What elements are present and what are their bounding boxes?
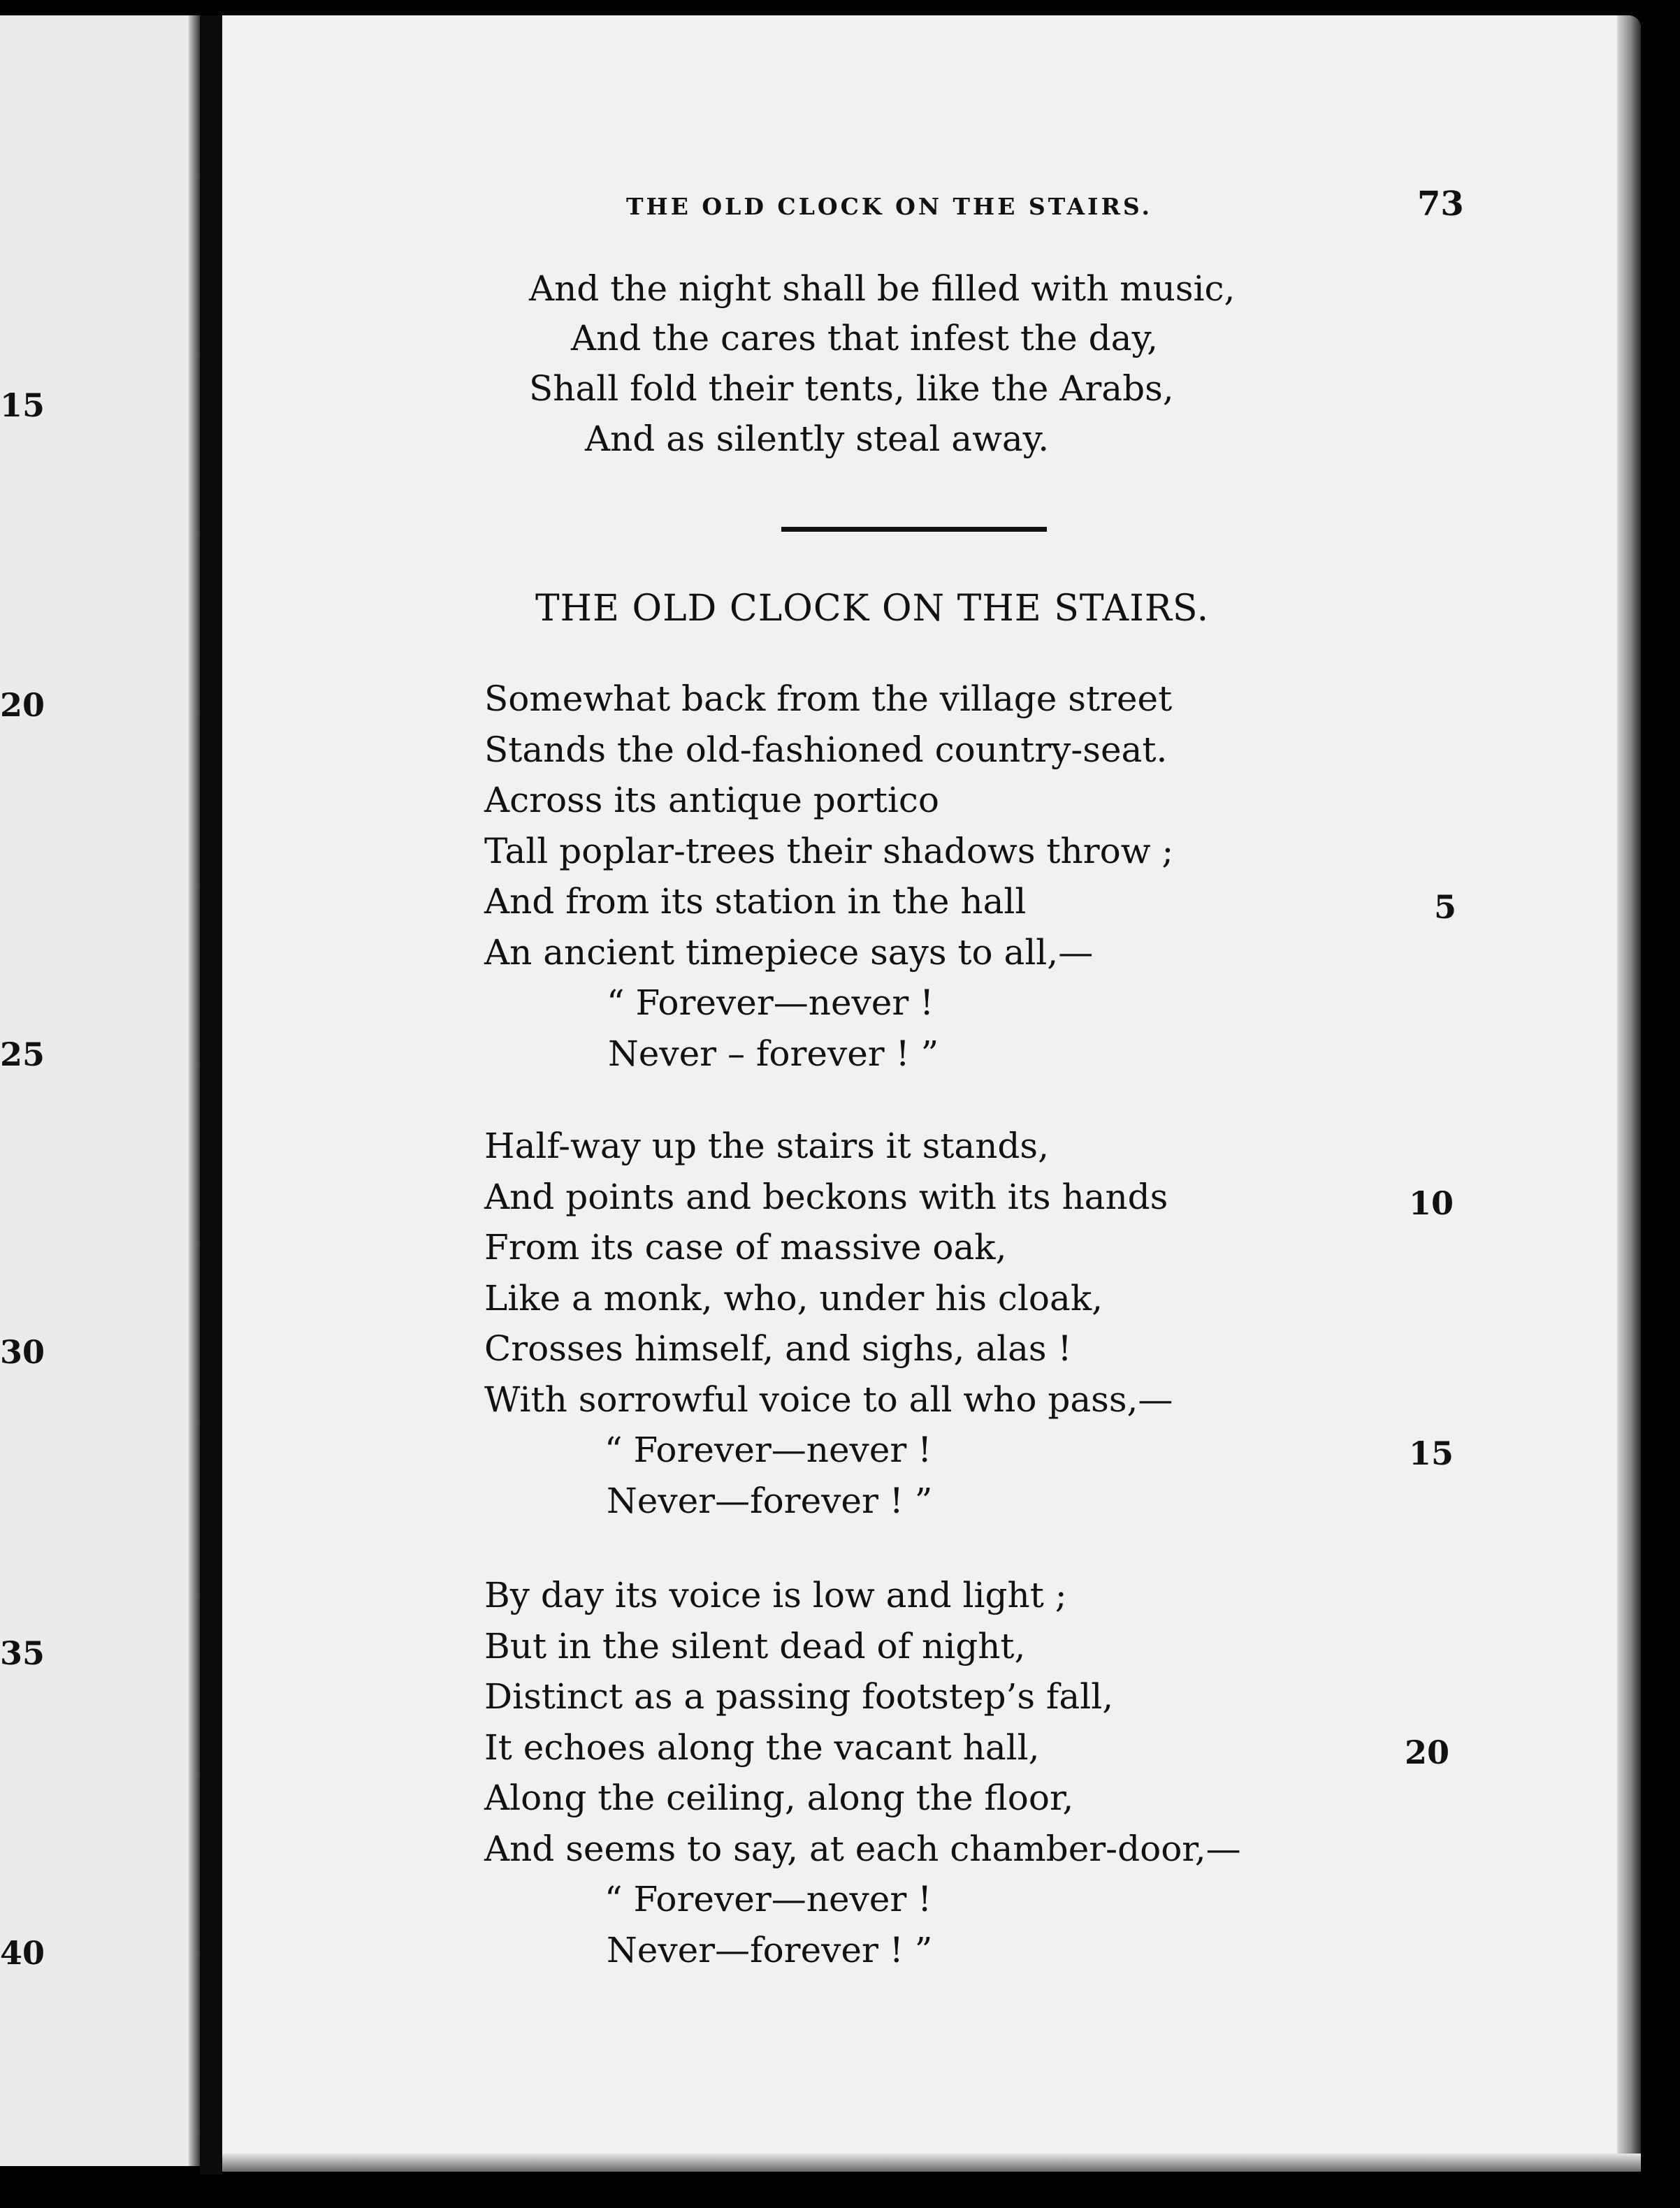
verse-line: And from its station in the hall — [484, 881, 1027, 922]
refrain-line: Never—forever ! ” — [607, 1929, 933, 1970]
left-line-number: 15 — [0, 386, 45, 424]
verse-line: And as silently steal away. — [585, 419, 1050, 459]
previous-page — [0, 15, 200, 2166]
verse-line: Somewhat back from the village street — [484, 678, 1173, 719]
page-bottom-edge — [222, 2153, 1641, 2172]
verse-line: And seems to say, at each chamber-door,— — [484, 1828, 1241, 1869]
verse-line: And the cares that infest the day, — [571, 318, 1158, 358]
verse-line: Shall fold their tents, like the Arabs, — [529, 368, 1174, 409]
section-divider — [781, 527, 1047, 532]
verse-line: An ancient timepiece says to all,— — [484, 931, 1094, 973]
refrain-line: Never—forever ! ” — [607, 1480, 933, 1521]
poem-title: THE OLD CLOCK ON THE STAIRS. — [535, 588, 1210, 630]
verse-line: Crosses himself, and sighs, alas ! — [484, 1328, 1072, 1369]
running-head: THE OLD CLOCK ON THE STAIRS. — [626, 193, 1153, 220]
left-line-number: 20 — [0, 686, 45, 724]
verse-line: But in the silent dead of night, — [484, 1625, 1026, 1666]
verse-line: Along the ceiling, along the floor, — [484, 1778, 1074, 1818]
verse-line: Across its antique portico — [484, 780, 939, 820]
verse-line: And the night shall be filled with music, — [529, 268, 1236, 309]
refrain-line: “ Forever—never ! — [604, 1879, 932, 1919]
verse-line: Stands the old-fashioned country-seat. — [484, 729, 1168, 770]
book-gutter — [200, 15, 222, 2174]
page-fore-edge — [1617, 15, 1641, 2172]
verse-line: Tall poplar-trees their shadows throw ; — [484, 830, 1174, 871]
stanza-1 — [484, 674, 1173, 1079]
verse-line: And points and beckons with its hands — [484, 1176, 1168, 1217]
verse-line: Half-way up the stairs it stands, — [484, 1126, 1049, 1166]
verse-line: With sorrowful voice to all who pass,— — [484, 1379, 1173, 1420]
line-number: 10 — [1409, 1184, 1454, 1222]
refrain-line: “ Forever—never ! — [607, 982, 934, 1023]
verse-line: It echoes along the vacant hall, — [484, 1727, 1040, 1768]
verse-line: Like a monk, who, under his cloak, — [484, 1277, 1103, 1319]
left-line-number: 25 — [0, 1036, 45, 1073]
refrain-line: “ Forever—never ! — [604, 1430, 932, 1470]
page-number: 73 — [1417, 184, 1464, 224]
verse-line: Distinct as a passing footstep’s fall, — [484, 1676, 1114, 1717]
stanza-2 — [484, 1121, 1173, 1526]
line-number: 5 — [1434, 888, 1457, 926]
verse-line: From its case of massive oak, — [484, 1227, 1007, 1268]
line-number: 15 — [1409, 1435, 1454, 1472]
page-edge-shadow — [189, 15, 200, 2166]
verse-line: By day its voice is low and light ; — [484, 1575, 1067, 1615]
stanza-3 — [484, 1570, 1241, 1975]
line-number: 20 — [1405, 1734, 1450, 1771]
left-line-number: 35 — [0, 1634, 45, 1672]
refrain-line: Never – forever ! ” — [608, 1033, 939, 1074]
left-line-number: 40 — [0, 1934, 45, 1972]
left-line-number: 30 — [0, 1333, 45, 1371]
